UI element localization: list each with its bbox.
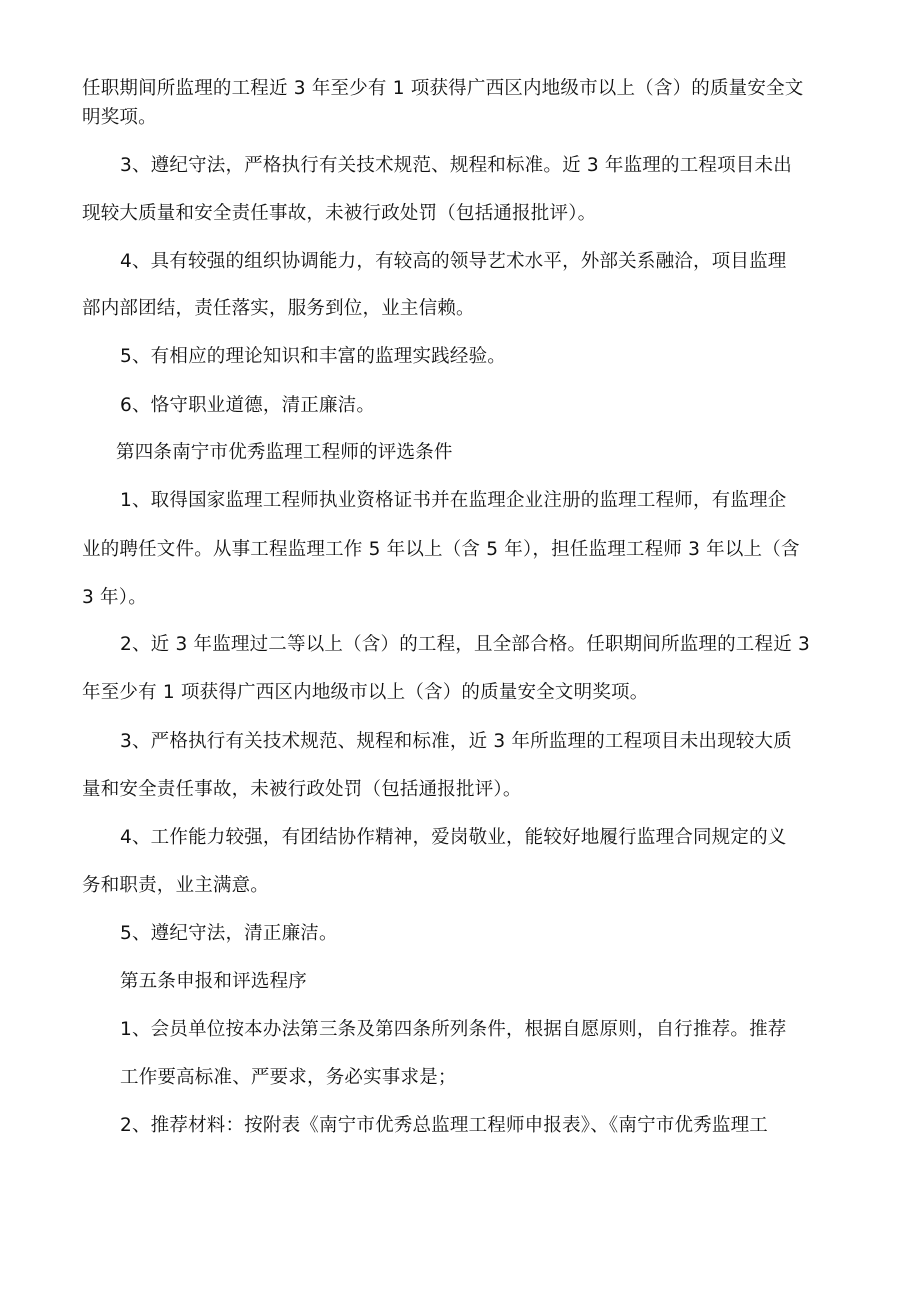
text-line: 年至少有 1 项获得广西区内地级市以上（含）的质量安全文明奖项。 (82, 682, 649, 703)
text-line: 6、恪守职业道德，清正廉洁。 (120, 395, 376, 416)
section-heading: 第五条申报和评选程序 (120, 971, 308, 992)
text-line: 现较大质量和安全责任事故，未被行政处罚（包括通报批评）。 (82, 203, 597, 224)
text-line: 2、近 3 年监理过二等以上（含）的工程，且全部合格。任职期间所监理的工程近 3 (120, 634, 810, 655)
text-line: 3、严格执行有关技术规范、规程和标准，近 3 年所监理的工程项目未出现较大质 (120, 731, 792, 752)
text-line: 3、遵纪守法，严格执行有关技术规范、规程和标准。近 3 年监理的工程项目未出 (120, 155, 792, 176)
text-line: 1、取得国家监理工程师执业资格证书并在监理企业注册的监理工程师，有监理企 (120, 490, 787, 511)
text-line: 5、有相应的理论知识和丰富的监理实践经验。 (120, 346, 506, 367)
text-line: 5、遵纪守法，清正廉洁。 (120, 923, 338, 944)
text-line: 4、具有较强的组织协调能力，有较高的领导艺术水平，外部关系融洽，项目监理 (120, 251, 787, 272)
text-line: 工作要高标准、严要求，务必实事求是； (120, 1067, 457, 1088)
text-line: 2、推荐材料：按附表《南宁市优秀总监理工程师申报表》、《南宁市优秀监理工 (120, 1115, 768, 1136)
text-line: 1、会员单位按本办法第三条及第四条所列条件，根据自愿原则，自行推荐。推荐 (120, 1019, 787, 1040)
text-line: 业的聘任文件。从事工程监理工作 5 年以上（含 5 年），担任监理工程师 3 年以上（含 (82, 539, 800, 560)
text-line: 量和安全责任事故，未被行政处罚（包括通报批评）。 (82, 779, 522, 800)
text-line: 务和职责，业主满意。 (82, 875, 270, 896)
text-line: 部内部团结，责任落实，服务到位，业主信赖。 (82, 298, 475, 319)
text-line: 明奖项。 (82, 107, 157, 128)
section-heading: 第四条南宁市优秀监理工程师的评选条件 (116, 442, 453, 463)
text-line: 3 年）。 (82, 587, 147, 608)
text-line: 任职期间所监理的工程近 3 年至少有 1 项获得广西区内地级市以上（含）的质量安全文 (82, 78, 804, 99)
text-line: 4、工作能力较强，有团结协作精神，爱岗敬业，能较好地履行监理合同规定的义 (120, 827, 787, 848)
